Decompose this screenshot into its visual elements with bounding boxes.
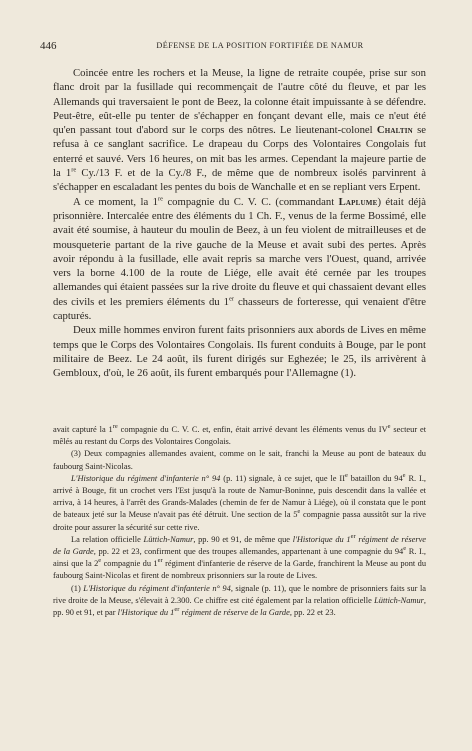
footnote-continuation: avait capturé la 1re compagnie du C. V. C. et, enfin, était arrivé devant les éléments venus du IVe secteur et mêlés au restant du Corps des Volontaires Congolais. — [53, 423, 427, 447]
page-number: 446 — [40, 40, 57, 52]
footnote-1: (1) L'Historique du régiment d'infanterie n° 94, signale (p. 11), que le nombre de prisonniers faits sur la rive droite de la Meuse, s'élevait à 2.300. Ce chiffre est cité également par la relation officielle Lüttich-Namur, pp. 90 et 91, et par l'Historique du 1er régiment de réserve de la Garde, pp. 22 et 23. — [53, 583, 426, 618]
paragraph-1: Coincée entre les rochers et la Meuse, la ligne de retraite coupée, prise sur son flanc droit par la fusillade qui recommençait de l'autre côté du fleuve, et par les Allemands qui traversaient le pont de Beez, la colonne était impuissante à se défendre. Peut-être, eût-elle pu tenter de s'échapper en fonçant devant elle, mais ce n'eut été qu'en passant tout d'abord sur le corps des nôtres. Le lieutenant-colonel Chaltin se refusa à ce sanglant sacrifice. Le drapeau du Corps des Volontaires Congolais fut enterré et sauvé. Vers 16 heures, on mit bas les armes. Cependant la majeure partie de la 1re Cy./13 F. et de la Cy./8 F., de même que de nombreux isolés parvinrent à s'échapper en escaladant les pentes du bois de Wanchalle et en se repliant vers Erpent. — [53, 67, 427, 194]
footnote-3: (3) Deux compagnies allemandes avaient, comme on le sait, franchi la Meuse au pont de bateaux du faubourg Saint-Nicolas. — [53, 449, 426, 471]
running-title: DÉFENSE DE LA POSITION FORTIFIÉE DE NAMUR — [156, 41, 364, 50]
paragraph-3: Deux mille hommes environ furent faits prisonniers aux abords de Lives en même temps que le Corps des Volontaires Congolais. Ils furent conduits à Bouge, par le pont militaire de Beez. Le 24 août, ils furent dirigés sur Eghezée; le 25, ils arrivèrent à Gembloux, d'où, le 26 août, ils furent embarqués pour l'Allemagne (1). — [53, 324, 426, 380]
page-header — [40, 40, 434, 52]
footnote-3-historique: L'Historique du régiment d'infanterie n° 94 (p. 11) signale, à ce sujet, que le IIe bataillon du 94e R. I., arrivé à Bouge, fit un crochet vers l'Est jusqu'à la route de Namur-Boninne, puis descendit dans la vallée et arriva, à 14 heures, à l'arrêt des Grands-Malades (chemin de fer de Namur à Liége), où il constata que le pont de bateaux jeté sur la Meuse n'avait pas été détruit. Une section de la 5e compagnie passa aussitôt sur la rive droite pour assurer la sécurité sur cette rive. — [53, 472, 427, 532]
name-laplume: Laplume — [338, 195, 378, 208]
paragraph-2: A ce moment, la 1re compagnie du C. V. C. (commandant Laplume) était déjà prisonnière. Intercalée entre des éléments du 1 Ch. F., venus de la ferme Bossimé, elle avait été soumise, à hauteur du moulin de Beez, à un feu violent de mitrailleuses et de mousqueterie partant de la rive gauche de la Meuse et avait subi des pertes. Après avoir répondu à la fusillade, elle avait repris sa marche vers l'Ouest, quand, arrivée vers la borne 4.100 de la route de Liége, elle avait été cernée par les troupes allemandes qui étaient passées sur la rive droite du fleuve et qui chassaient devant elles des civils et les premiers éléments du 1er chasseurs de forteresse, qui venaient d'être capturés. — [53, 195, 427, 323]
footnote-3-relation: La relation officielle Lüttich-Namur, pp. 90 et 91, de même que l'Historique du 1er régiment de réserve de la Garde, pp. 22 et 23, confirment que des troupes allemandes, appartenant à une compagnie du 94e R. I., ainsi que la 2e compagnie du 1er régiment d'infanterie de réserve de la Garde, franchirent la Meuse au pont du faubourg Saint-Nicolas et firent de nombreux prisonniers sur la route de Lives. — [53, 533, 427, 581]
footnotes — [53, 424, 426, 619]
main-text — [53, 66, 426, 381]
name-chaltin: Chaltin — [376, 124, 413, 137]
